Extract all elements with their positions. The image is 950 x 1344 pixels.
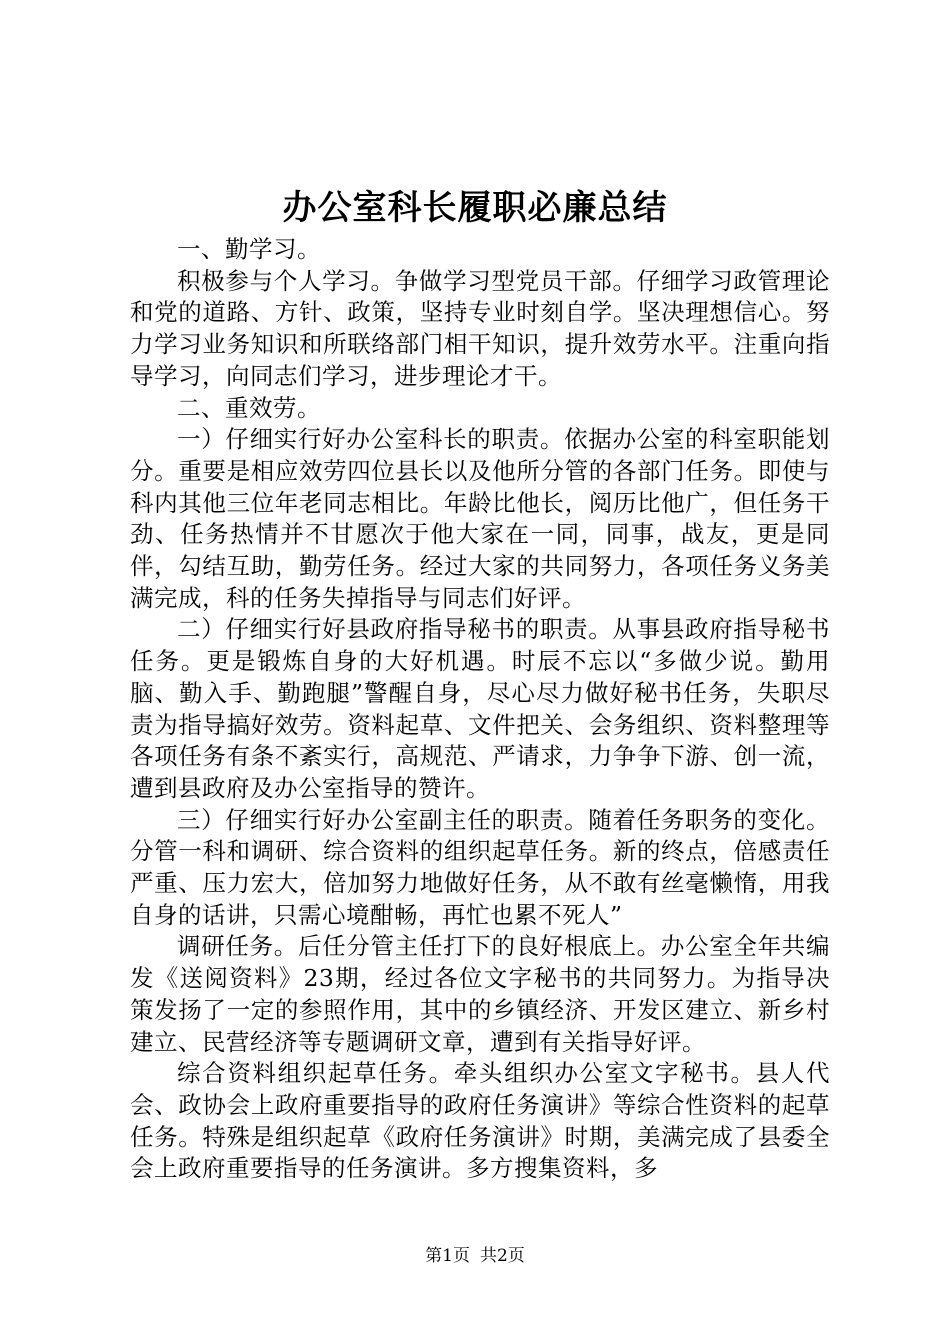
paragraph: 二）仔细实行好县政府指导秘书的职责。从事县政府指导秘书任务。更是锻炼自身的大好机遇。时辰不忘以“多做少说。勤用脑、勤入手、勤跑腿”警醒自身，尽心尽力做好秘书任务，失职尽责为指导搞好效劳。资料起草、文件把关、会务组织、资料整理等各项任务有条不紊实行，高规范、严请求，力争争下游、创一流，遭到县政府及办公室指导的赞许。 — [130, 615, 830, 802]
paragraph: 一、勤学习。 — [177, 235, 321, 263]
document-title: 办公室科长履职必廉总结 — [282, 188, 668, 228]
paragraph: 积极参与个人学习。争做学习型党员干部。仔细学习政管理论和党的道路、方针、政策，坚持专业时刻自学。坚决理想信心。努力学习业务知识和所联络部门相干知识，提升效劳水平。注重向指导学习，向同志们学习，进步理论才干。 — [130, 266, 830, 390]
page-number: 第1页 — [425, 1246, 470, 1266]
paragraph: 调研任务。后任分管主任打下的良好根底上。办公室全年共编发《送阅资料》23期，经过各位文字秘书的共同努力。为指导决策发扬了一定的参照作用，其中的乡镇经济、开发区建立、新乡村建立、民营经济等专题调研文章，遭到有关指导好评。 — [130, 932, 830, 1056]
paragraph: 三）仔细实行好办公室副主任的职责。随着任务职务的变化。分管一科和调研、综合资料的组织起草任务。新的终点，倍感责任严重、压力宏大，倍加努力地做好任务，从不敢有丝毫懒惰，用我自身的话讲，只需心境酣畅，再忙也累不死人” — [130, 805, 830, 929]
page-total: 共2页 — [480, 1246, 525, 1266]
document-body — [130, 234, 830, 1185]
paragraph: 二、重效劳。 — [177, 393, 321, 422]
page-footer — [0, 1244, 950, 1268]
paragraph: 综合资料组织起草任务。牵头组织办公室文字秘书。县人代会、政协会上政府重要指导的政府任务演讲》等综合性资料的起草任务。特殊是组织起草《政府任务演讲》时期，美满完成了县委全会上政府重要指导的任务演讲。多方搜集资料，多 — [130, 1059, 830, 1183]
paragraph: 一）仔细实行好办公室科长的职责。依据办公室的科室职能划分。重要是相应效劳四位县长以及他所分管的各部门任务。即使与科内其他三位年老同志相比。年龄比他长，阅历比他广，但任务干劲、任务热情并不甘愿次于他大家在一同，同事，战友，更是同伴，勾结互助，勤劳任务。经过大家的共同努力，各项任务义务美满完成，科的任务失掉指导与同志们好评。 — [130, 425, 830, 612]
